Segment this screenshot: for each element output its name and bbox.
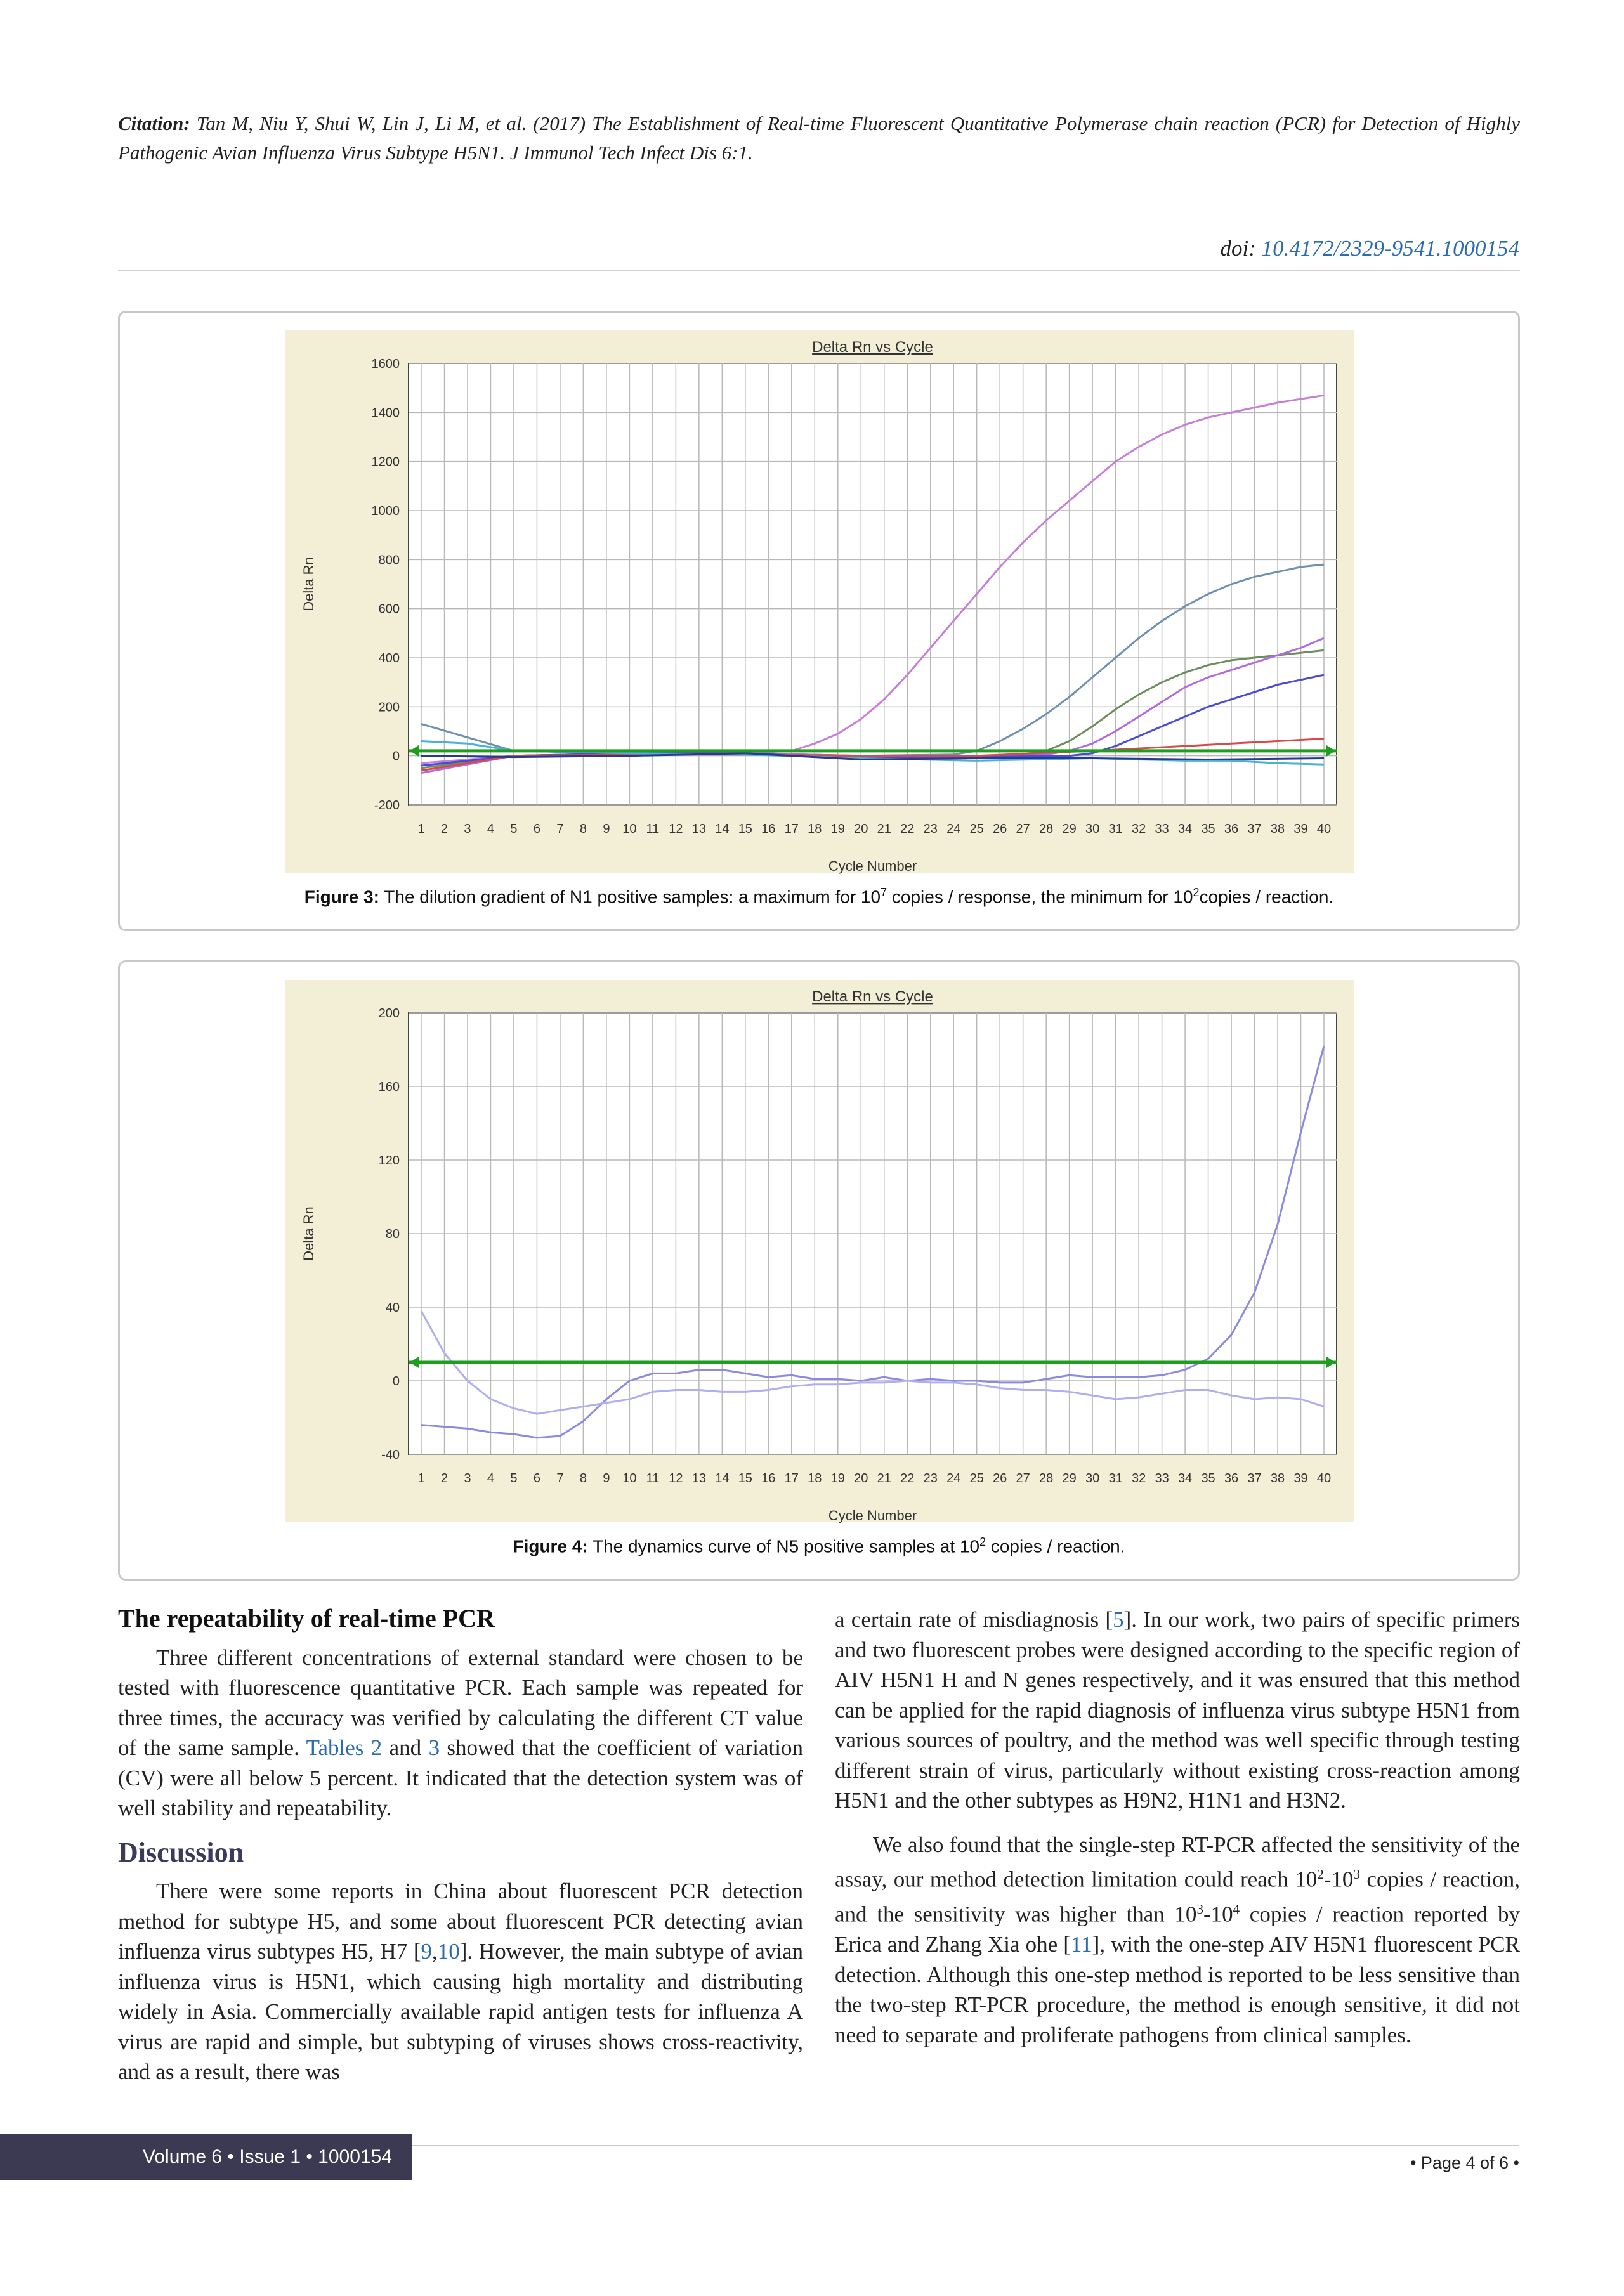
x-tick-label: 31 bbox=[1108, 822, 1123, 836]
x-tick-label: 16 bbox=[761, 1471, 776, 1485]
x-tick-label: 11 bbox=[646, 1471, 660, 1485]
y-tick-label: 1600 bbox=[371, 357, 400, 371]
doi-label: doi: bbox=[1220, 236, 1256, 261]
x-tick-label: 19 bbox=[830, 1471, 845, 1485]
x-tick-label: 17 bbox=[784, 822, 799, 836]
paragraph-sensitivity bbox=[835, 1830, 1520, 2051]
x-tick-label: 16 bbox=[761, 822, 776, 836]
x-tick-label: 8 bbox=[579, 1471, 587, 1485]
x-tick-label: 2 bbox=[440, 822, 449, 836]
x-tick-label: 30 bbox=[1085, 1471, 1100, 1485]
x-tick-label: 5 bbox=[510, 822, 518, 836]
y-tick-label: 800 bbox=[378, 553, 400, 568]
text-run: -10 bbox=[1203, 1901, 1233, 1927]
citation-text: Tan M, Niu Y, Shui W, Lin J, Li M, et al. (2017) The Establishment of Real-time Fluorescent Quantitative Polymerase chain reaction (PCR) for Detection of Highly Pathogenic Avian Influenza Virus Subtype H5N1. J Immunol Tech Infect Dis 6:1. bbox=[118, 112, 1521, 164]
x-tick-label: 21 bbox=[877, 1471, 891, 1485]
x-tick-label: 5 bbox=[510, 1471, 518, 1485]
y-tick-label: 1200 bbox=[371, 455, 400, 469]
header-divider bbox=[118, 270, 1520, 271]
x-tick-label: 37 bbox=[1247, 1471, 1262, 1485]
x-tick-label: 4 bbox=[487, 1471, 495, 1485]
doi bbox=[1220, 236, 1519, 261]
x-tick-label: 18 bbox=[808, 1471, 822, 1485]
plot-area bbox=[409, 363, 1337, 805]
x-tick-label: 18 bbox=[808, 822, 822, 836]
figure-3-chart bbox=[120, 313, 1518, 929]
x-tick-label: 22 bbox=[900, 822, 915, 836]
y-tick-label: -200 bbox=[374, 799, 400, 812]
x-tick-label: 29 bbox=[1062, 1471, 1077, 1485]
y-tick-label: 600 bbox=[378, 602, 400, 616]
text-run: ]. However, the main subtype of avian influenza virus is H5N1, which causing high mortality and distributing widely in Asia. Commercially available rapid antigen tests for influenza A virus are rapid and simple, but subtyping of viruses shows cross-reactivity, and as a result, there was bbox=[118, 1939, 803, 2084]
chart-title: Delta Rn vs Cycle bbox=[812, 988, 933, 1005]
figure-3-caption-sup-b: 2 bbox=[1193, 886, 1200, 899]
y-tick-label: 40 bbox=[385, 1301, 400, 1315]
x-tick-label: 36 bbox=[1224, 822, 1239, 836]
figure-4-caption bbox=[120, 1536, 1518, 1556]
figure-3-caption-label: Figure 3: bbox=[304, 887, 379, 907]
superscript: 3 bbox=[1196, 1901, 1203, 1917]
x-tick-label: 24 bbox=[946, 1471, 961, 1485]
x-tick-label: 14 bbox=[715, 1471, 730, 1485]
text-run: ], with the one-step AIV H5N1 fluorescent PCR detection. Although this one-step method is reported to be less sensitive than the two-step RT-PCR procedure, the method is enough sensitive, it did not need to separate and proliferate pathogens from clinical samples. bbox=[835, 1932, 1520, 2047]
x-tick-label: 6 bbox=[533, 822, 540, 836]
x-tick-label: 33 bbox=[1155, 822, 1169, 836]
link-ref-5[interactable]: 5 bbox=[1113, 1607, 1124, 1632]
x-tick-label: 21 bbox=[877, 822, 891, 836]
y-tick-label: -40 bbox=[381, 1448, 400, 1462]
x-tick-label: 30 bbox=[1085, 822, 1100, 836]
x-tick-label: 11 bbox=[646, 822, 660, 836]
x-tick-label: 20 bbox=[854, 1471, 868, 1485]
figure-4-caption-text-a: The dynamics curve of N5 positive samples at 10 bbox=[592, 1536, 980, 1556]
x-tick-label: 2 bbox=[440, 1471, 449, 1485]
x-tick-label: 15 bbox=[738, 1471, 752, 1485]
y-tick-label: 160 bbox=[378, 1080, 400, 1094]
x-tick-label: 35 bbox=[1201, 1471, 1215, 1485]
x-tick-label: 7 bbox=[556, 1471, 564, 1485]
superscript: 4 bbox=[1233, 1901, 1240, 1917]
text-run: and bbox=[382, 1735, 429, 1760]
x-tick-label: 27 bbox=[1016, 1471, 1030, 1485]
y-axis-label: Delta Rn bbox=[301, 557, 317, 611]
citation bbox=[118, 109, 1520, 167]
x-tick-label: 25 bbox=[969, 1471, 984, 1485]
section-heading-repeatability: The repeatability of real-time PCR bbox=[118, 1604, 495, 1633]
citation-label: Citation: bbox=[118, 112, 190, 134]
superscript: 3 bbox=[1353, 1867, 1360, 1882]
x-axis-label: Cycle Number bbox=[828, 1508, 917, 1523]
x-tick-label: 17 bbox=[784, 1471, 799, 1485]
y-tick-label: 80 bbox=[385, 1227, 400, 1241]
x-tick-label: 3 bbox=[464, 1471, 471, 1485]
x-tick-label: 9 bbox=[603, 1471, 610, 1485]
x-tick-label: 1 bbox=[417, 822, 425, 836]
x-tick-label: 32 bbox=[1131, 1471, 1146, 1485]
x-tick-label: 13 bbox=[691, 822, 706, 836]
x-tick-label: 10 bbox=[622, 822, 637, 836]
x-tick-label: 6 bbox=[533, 1471, 540, 1485]
y-tick-label: 0 bbox=[392, 749, 400, 764]
link-ref-11[interactable]: 11 bbox=[1070, 1932, 1092, 1957]
x-tick-label: 39 bbox=[1293, 1471, 1308, 1485]
footer-volume: Volume 6 • Issue 1 • 1000154 bbox=[0, 2134, 412, 2180]
figure-4-chart bbox=[120, 962, 1518, 1579]
x-tick-label: 38 bbox=[1270, 822, 1285, 836]
text-run: copies / reaction, and the sensitivity was higher than 10 bbox=[835, 1867, 1520, 1927]
figure-4-caption-sup-a: 2 bbox=[979, 1536, 986, 1548]
text-run: , bbox=[432, 1939, 438, 1964]
x-tick-label: 35 bbox=[1201, 822, 1215, 836]
link-ref-10[interactable]: 10 bbox=[437, 1939, 460, 1964]
x-tick-label: 34 bbox=[1177, 822, 1193, 836]
x-tick-label: 32 bbox=[1131, 822, 1146, 836]
chart-title: Delta Rn vs Cycle bbox=[812, 339, 933, 356]
y-tick-label: 1000 bbox=[371, 504, 400, 518]
figure-4-caption-text-b: copies / reaction. bbox=[990, 1536, 1125, 1556]
x-tick-label: 28 bbox=[1039, 1471, 1054, 1485]
y-tick-label: 1400 bbox=[371, 406, 400, 421]
x-tick-label: 37 bbox=[1247, 822, 1262, 836]
text-run: There were some reports in China about fluorescent PCR detection method for subtype H5, and some about fluorescent PCR detecting avian influenza virus subtypes H5, H7 [ bbox=[118, 1879, 803, 1964]
figure-3-caption-text-c: copies / reaction. bbox=[1199, 887, 1334, 907]
doi-link[interactable]: 10.4172/2329-9541.1000154 bbox=[1261, 236, 1519, 261]
x-tick-label: 3 bbox=[464, 822, 471, 836]
x-tick-label: 24 bbox=[946, 822, 961, 836]
x-tick-label: 29 bbox=[1062, 822, 1077, 836]
right-column bbox=[835, 1605, 1520, 2050]
x-tick-label: 4 bbox=[487, 822, 495, 836]
x-tick-label: 33 bbox=[1155, 1471, 1169, 1485]
x-tick-label: 8 bbox=[579, 822, 587, 836]
x-tick-label: 10 bbox=[622, 1471, 637, 1485]
x-tick-label: 38 bbox=[1270, 1471, 1285, 1485]
x-tick-label: 1 bbox=[417, 1471, 425, 1485]
x-tick-label: 31 bbox=[1108, 1471, 1123, 1485]
text-run: ]. In our work, two pairs of specific primers and two fluorescent probes were designed according to the specific region of AIV H5N1 H and N genes respectively, and it was ensured that this method can be applied for the rapid diagnosis of influenza virus subtype H5N1 from various sources of poultry, and the method was well specific through testing different strain of virus, particularly without existing cross-reaction among H5N1 and the other subtypes as H9N2, H1N1 and H3N2. bbox=[835, 1607, 1520, 1813]
x-tick-label: 13 bbox=[691, 1471, 706, 1485]
y-tick-label: 0 bbox=[392, 1374, 400, 1388]
x-tick-label: 23 bbox=[923, 1471, 938, 1485]
x-tick-label: 22 bbox=[900, 1471, 915, 1485]
x-tick-label: 40 bbox=[1316, 1471, 1332, 1485]
x-tick-label: 39 bbox=[1293, 822, 1308, 836]
paragraph-discussion bbox=[118, 1876, 803, 2087]
figure-3-caption-text-b: copies / response, the minimum for 10 bbox=[891, 887, 1193, 907]
text-run: showed that the coefficient of variation (CV) were all below 5 percent. It indicated that the detection system was of well stability and repeatability. bbox=[118, 1735, 803, 1820]
x-tick-label: 26 bbox=[993, 1471, 1007, 1485]
figure-4-caption-label: Figure 4: bbox=[513, 1536, 588, 1556]
link-table-3[interactable]: 3 bbox=[428, 1735, 440, 1760]
x-tick-label: 20 bbox=[854, 822, 868, 836]
x-tick-label: 28 bbox=[1039, 822, 1054, 836]
x-tick-label: 25 bbox=[969, 822, 984, 836]
x-tick-label: 23 bbox=[923, 822, 938, 836]
x-tick-label: 12 bbox=[669, 822, 683, 836]
y-tick-label: 120 bbox=[378, 1154, 400, 1168]
text-run: Three different concentrations of external standard were chosen to be tested with fluorescence quantitative PCR. Each sample was repeated for three times, the accuracy was verified by calculating the different CT value of the same sample. bbox=[118, 1645, 803, 1760]
x-tick-label: 7 bbox=[556, 822, 564, 836]
figure-3-caption-text-a: The dilution gradient of N1 positive samples: a maximum for 10 bbox=[384, 887, 881, 907]
text-run: copies / reaction reported by Erica and Zhang Xia ohe [ bbox=[835, 1901, 1520, 1957]
x-axis-label: Cycle Number bbox=[828, 858, 917, 874]
y-tick-label: 400 bbox=[378, 651, 400, 665]
paragraph-repeatability bbox=[118, 1643, 803, 1823]
x-tick-label: 9 bbox=[603, 822, 610, 836]
x-tick-label: 26 bbox=[993, 822, 1007, 836]
y-axis-label: Delta Rn bbox=[301, 1206, 317, 1261]
superscript: 2 bbox=[1317, 1867, 1324, 1882]
left-column bbox=[118, 1603, 803, 2087]
y-tick-label: 200 bbox=[378, 700, 400, 715]
x-tick-label: 27 bbox=[1016, 822, 1030, 836]
text-run: a certain rate of misdiagnosis [ bbox=[835, 1607, 1113, 1632]
x-tick-label: 40 bbox=[1316, 822, 1332, 836]
section-heading-discussion: Discussion bbox=[118, 1836, 244, 1868]
link-tables-2[interactable]: Tables 2 bbox=[306, 1735, 383, 1760]
paragraph-misdiagnosis bbox=[835, 1605, 1520, 1816]
x-tick-label: 19 bbox=[830, 822, 845, 836]
link-ref-9[interactable]: 9 bbox=[421, 1939, 433, 1964]
x-tick-label: 34 bbox=[1177, 1471, 1193, 1485]
footer-page-number: • Page 4 of 6 • bbox=[1410, 2153, 1519, 2172]
x-tick-label: 36 bbox=[1224, 1471, 1239, 1485]
y-tick-label: 200 bbox=[378, 1007, 400, 1021]
figure-4-box bbox=[118, 960, 1520, 1581]
figure-3-box bbox=[118, 311, 1520, 931]
text-run: We also found that the single-step RT-PCR affected the sensitivity of the assay, our method detection limitation could reach 10 bbox=[835, 1832, 1520, 1892]
figure-3-caption bbox=[120, 886, 1518, 907]
text-run: -10 bbox=[1323, 1867, 1354, 1892]
x-tick-label: 15 bbox=[738, 822, 752, 836]
x-tick-label: 12 bbox=[669, 1471, 683, 1485]
figure-3-caption-sup-a: 7 bbox=[881, 886, 887, 899]
x-tick-label: 14 bbox=[715, 822, 730, 836]
